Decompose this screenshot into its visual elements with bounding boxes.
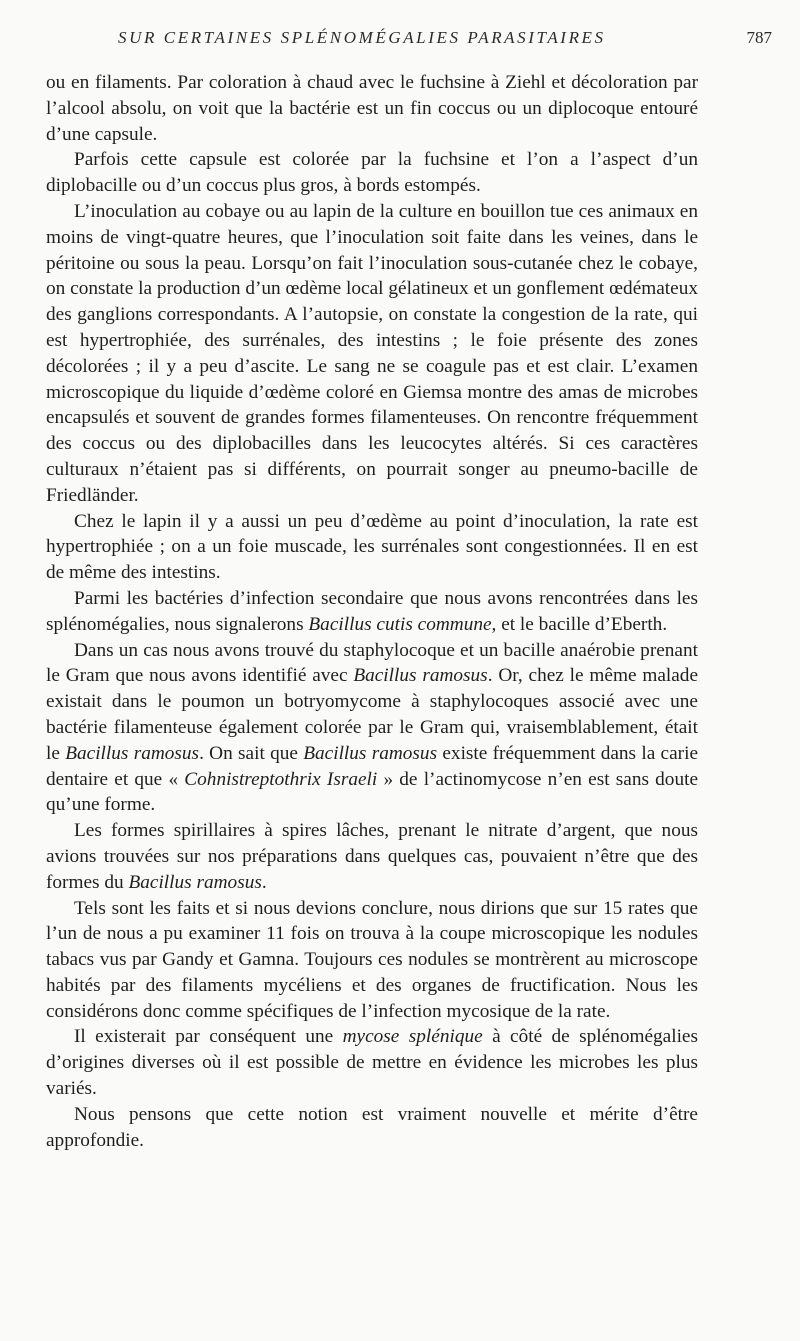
text-segment: Parmi les bactéries d’infection secondaire que nous avons rencontrées dans les splénomégalies, nous signalerons (46, 587, 698, 635)
species-name: Cohnistreptothrix Israeli (184, 768, 378, 790)
text-segment: Dans un cas nous avons trouvé du staphylocoque et un bacille anaérobie prenant le Gram que nous avons identifié avec (46, 639, 698, 687)
text-segment: . Or, chez le même malade existait dans le poumon un botryomycome à staphylocoques associé avec une bactérie filamenteuse également colorée par le Gram qui, vraisemblablement, était le (46, 665, 698, 764)
text-segment: . On sait que (199, 742, 304, 764)
disease-name: mycose splénique (342, 1026, 483, 1048)
text-segment: Parfois cette capsule est colorée par la fuchsine et l’on a l’aspect d’un diplobacille ou d’un coccus plus gros, à bords estompés. (46, 149, 698, 197)
paragraph-4 (46, 509, 698, 586)
text-segment: Chez le lapin il y a aussi un peu d’œdème au point d’inoculation, la rate est hypertrophiée ; on a un foie muscade, les surrénales sont congestionnées. Il en est de même des intestins. (46, 510, 698, 584)
paragraph-5 (46, 586, 698, 638)
text-segment: à côté de splénomégalies d’origines diverses où il est possible de mettre en évidence les microbes les plus variés. (46, 1026, 698, 1100)
page-number: 787 (746, 28, 772, 47)
text-segment: ou en filaments. Par coloration à chaud avec le fuchsine à Ziehl et décoloration par l’alcool absolu, on voit que la bactérie est un fin coccus ou un diplocoque entouré d’une capsule. (46, 72, 698, 145)
paragraph-7 (46, 818, 698, 895)
species-name: Bacillus ramosus (128, 871, 262, 893)
text-segment: Nous pensons que cette notion est vraiment nouvelle et mérite d’être approfondie. (46, 1103, 698, 1151)
species-name: Bacillus cutis commune (308, 613, 492, 635)
text-segment: Il existerait par conséquent une (74, 1026, 343, 1048)
body-text (46, 70, 698, 1153)
text-segment: existe fréquemment dans la carie dentaire et que « (46, 742, 699, 790)
paragraph-3 (46, 199, 698, 509)
text-segment: Les formes spirillaires à spires lâches, prenant le nitrate d’argent, que nous avions trouvées sur nos préparations dans quelques cas, pouvaient n’être que des formes du (46, 820, 698, 893)
text-segment: L’inoculation au cobaye ou au lapin de la culture en bouillon tue ces animaux en moins de vingt-quatre heures, que l’inoculation soit faite dans les veines, dans le péritoine ou sous la peau. Lorsqu’on fait l’inoculation sous-cutanée chez le cobaye, on constate la production d’un œdème local gélatineux et un gonflement œdémateux des ganglions correspondants. A l’autopsie, on constate la congestion de la rate, qui est hypertrophiée, des surrénales, des intestins ; le foie présente des zones décolorées ; il y a peu d’ascite. Le sang ne se coagule pas et est clair. L’examen microscopique du liquide d’œdème coloré en Giemsa montre des amas de microbes encapsulés et souvent de grandes formes filamenteuses. On rencontre fréquemment des coccus ou des diplobacilles dans les leucocytes altérés. Si ces caractères culturaux n’étaient pas si différents, on pourrait songer au pneumo-bacille de Friedländer. (46, 200, 698, 506)
text-segment: Tels sont les faits et si nous devions conclure, nous dirions que sur 15 rates que l’un de nous a pu examiner 11 fois on trouva à la coupe microscopique les nodules tabacs vus par Gandy et Gamna. Toujours ces nodules se montrèrent au microscope habités par des filaments mycéliens et des organes de fructification. Nous les considérons donc comme spécifiques de l’infection mycosique de la rate. (46, 897, 698, 1022)
text-segment: , et le bacille d’Eberth. (491, 613, 668, 635)
paragraph-1 (46, 70, 698, 147)
species-name: Bacillus ramosus (353, 665, 488, 687)
paragraph-10 (46, 1102, 698, 1154)
paragraph-9 (46, 1024, 698, 1101)
paragraph-8 (46, 896, 698, 1025)
text-segment: » de l’actinomycose n’en est sans doute qu’une forme. (46, 768, 699, 816)
running-title: SUR CERTAINES SPLÉNOMÉGALIES PARASITAIRES (118, 28, 606, 47)
text-segment: . (261, 871, 267, 893)
running-head (0, 28, 800, 52)
species-name: Bacillus ramosus (65, 742, 200, 764)
paragraph-2 (46, 147, 698, 199)
paragraph-6 (46, 638, 698, 819)
species-name: Bacillus ramosus (303, 742, 438, 764)
